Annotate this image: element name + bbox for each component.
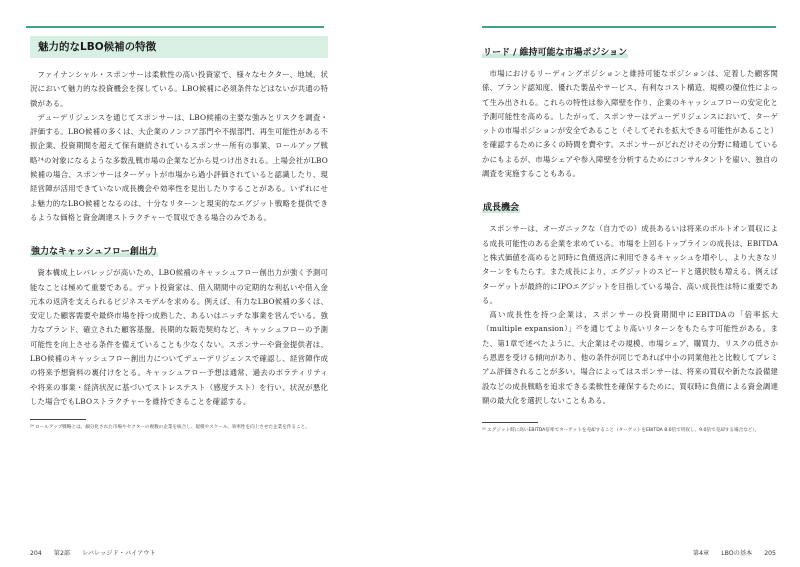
page-number: 205 bbox=[764, 550, 776, 557]
subheading-cashflow: 強力なキャッシュフロー創出力 bbox=[31, 247, 157, 258]
chapter-label: 第4章 bbox=[692, 550, 710, 557]
paragraph: 市場におけるリーディングポジションと維持可能なポジションは、定着した顧客関係、ブランド認知度、優れた製品やサービス、有利なコスト構造、規模の優位性によって生み出される。これらの特性は参入障壁を作り、企業のキャッシュフローの安定化と予測可能性を高める。したがって、スポンサーはデューデリジェンスにおいて、ターゲットの市場ポジションが安全であること（そしてそれを拡大できる可能性があること）を確認するために多くの時間を費やす。スポンサーがどれだけその分野に精通しているかにもよるが、市場シェアや参入障壁を分析するためにコンサルタントを雇い、独自の調査を実施することもある。 bbox=[482, 69, 778, 179]
paragraph: デューデリジェンスを通じてスポンサーは、LBO候補の主要な強みとリスクを調査・評価する。LBO候補の多くは、大企業のノンコア部門や不振部門、再生可能性がある不振企業、投資期間を超えて保有継続されているスポンサー所有の事業、ロールアップ戦略²⁴の対象になるような多数乱戦市場の企業などから見つけ出される。上場会社がLBO候補の場合、スポンサーはターゲットが市場から過小評価されていると認識したり、現経営陣が活用できていない成長機会や効率性を見出したりすることがある。いずれにせよ魅力的なLBO候補となるのは、十分なリターンと現実的なエグジット戦略を提供できるような価格と資金調達ストラクチャーで買収できる場合のみである。 bbox=[30, 112, 328, 222]
chapter-title: LBOの基本 bbox=[721, 550, 753, 557]
subheading-growth: 成長機会 bbox=[483, 203, 520, 214]
page-number: 204 bbox=[30, 550, 42, 557]
part-title: レバレッジド・バイアウト bbox=[82, 550, 156, 557]
top-accent-line bbox=[26, 26, 324, 28]
footnote-rule bbox=[482, 422, 538, 423]
top-accent-line bbox=[482, 26, 776, 28]
left-content bbox=[30, 36, 328, 432]
section-title: 魅力的なLBO候補の特徴 bbox=[30, 36, 328, 58]
paragraph: スポンサーは、オーガニックな（自力での）成長あるいは将来のボルトオン買収による成長可能性のある企業を求めている。市場を上回るトップラインの成長は、EBITDAと株式価値を高めると同時に負債返済に利用できるキャッシュを増やし、より大きなリターンをもたらす。また成長により、エグジットのスピードと選択肢も増える。例えばターゲットが最終的にIPOエグジットを目指している場合、高い成長性は特に重要である。 bbox=[482, 224, 778, 305]
footnote: ²⁵ エグジット時に高いEBITDA倍率でターゲットを売却すること（ターゲットをEBITDA 8.0倍で買収し、9.0倍で売却する場合など）。 bbox=[482, 428, 760, 434]
paragraph: ファイナンシャル・スポンサーは柔軟性の高い投資家で、様々なセクター、地域、状況において魅力的な投資機会を探している。LBO候補に必須条件などはないが共通の特徴がある。 bbox=[30, 70, 328, 108]
page-footer bbox=[683, 548, 776, 557]
page-footer bbox=[30, 548, 166, 557]
footnote-rule bbox=[30, 419, 86, 420]
subheading-market-position: リード / 維持可能な市場ポジション bbox=[483, 48, 628, 58]
right-content bbox=[482, 40, 778, 435]
paragraph: 資本構成上レバレッジが高いため、LBO候補のキャッシュフロー創出力が強く予測可能なことは極めて重要である。デット投資家は、借入期間中の定期的な利払いや借入金元本の返済を支えられるビジネスモデルを求める。例えば、有力なLBO候補の多くは、安定した顧客需要や最終市場を持つ成熟した、あるいはニッチな事業を営んでいる。強力なブランド、確立された顧客基盤、長期的な販売契約など、キャッシュフローの予測可能性を向上させる条件を備えていることも少なくない。スポンサーや資金提供者は、LBO候補のキャッシュフロー創出力についてデューデリジェンスで確認し、経営陣作成の将来予想資料の裏付けをとる。キャッシュフロー予想は通常、過去のボラティリティや将来の事業・経済状況に基づいてストレステスト（感度テスト）を行い、状況が悪化した場合でもLBOストラクチャーを維持できることを確認する。 bbox=[30, 268, 328, 406]
part-label: 第2部 bbox=[53, 550, 71, 557]
footnote: ²⁴ ロールアップ戦略とは、細分化された市場やセクターの複数の企業を統合し、規模やスケール、効率性を向上させた企業を作ること。 bbox=[30, 425, 310, 431]
right-page bbox=[400, 0, 800, 567]
paragraph: 高い成長性を持つ企業は、スポンサーの投資期間中にEBITDAの「倍率拡大（multiple expansion）」²⁵を通じてより高いリターンをもたらす可能性がある。また、第1章で述べたように、大企業はその規模、市場シェア、購買力、リスクの低さから恩恵を受ける傾向があり、他の条件が同じであれば中小の同業他社と比較してプレミアム評価されることが多い。場合によってはスポンサーは、将来の買収や新たな設備建設などの成長戦略を追求できる柔軟性を確保するために、買収時に負債による資金調達額の最大化を選択しないこともある。 bbox=[482, 310, 778, 405]
